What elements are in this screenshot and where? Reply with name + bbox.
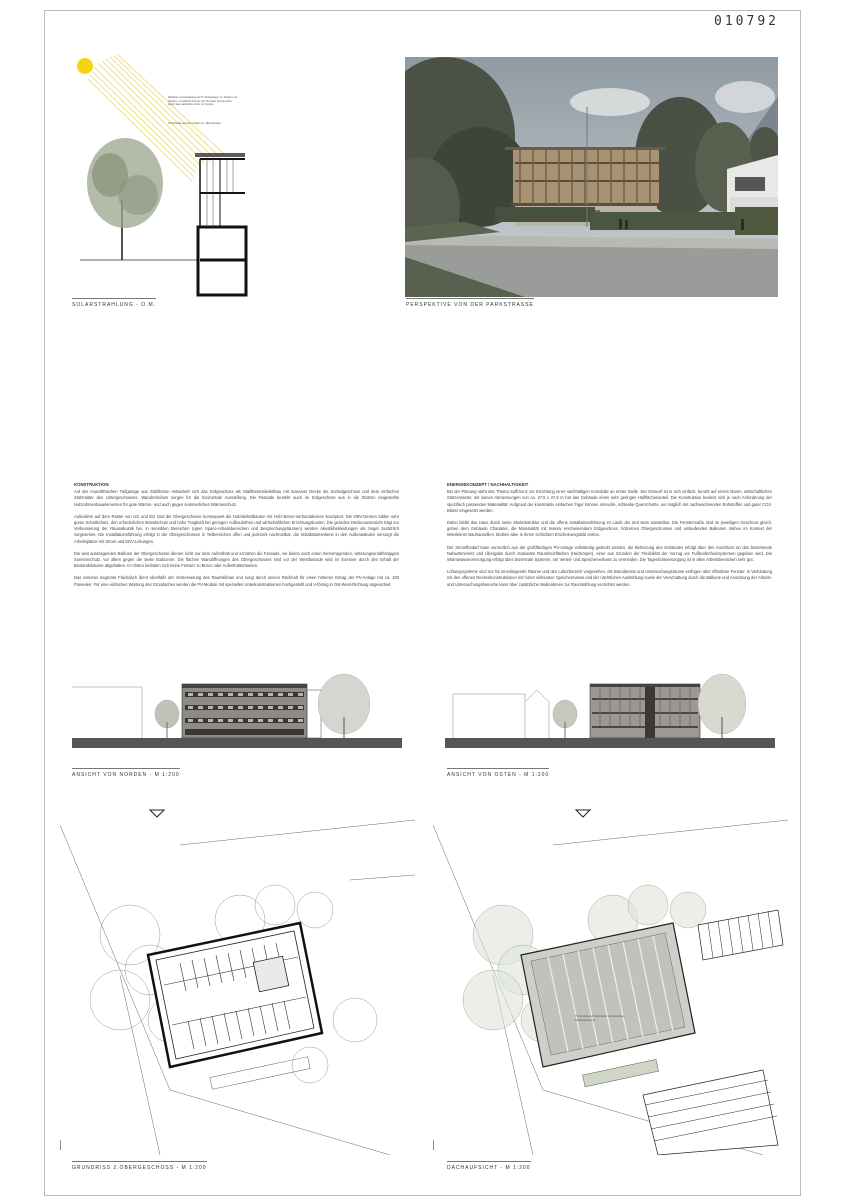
sheet-number: 010792	[714, 14, 779, 29]
north-elevation-drawing	[72, 672, 402, 750]
energie-paragraph: Bei der Planung steht das Thema Suffizienz zur Errichtung einer nachhaltigen Immobilie an erster Stelle. Der Entwurf ist in sich einfach, beruht auf einem klaren, wirtschaftlichen Stützenraster, mit seinen Abmessungen von ca. 27,5 x 27,9 m hat das Gebäude einen sehr geringen Hüllflächenanteil. Die Konstruktion bedient sich je nach Anforderung der spezifisch passenden Materialität. Aufgrund der konstruktiv einfachen Figur können sinnvolle, schlanke Querschnitte, wo möglich mit nachwachsenden Rohstoffen und guter CO2-Bilanz eingesetzt werden.	[447, 489, 772, 513]
perspective-image	[405, 57, 778, 297]
solar-note-2: PV-Module auf dem Dach ca. 180 Paneele	[168, 121, 221, 125]
floor-plan-caption: GRUNDRISS 2.OBERGESCHOSS - M 1:200	[72, 1165, 207, 1171]
konstruktion-paragraph: Das extensiv begrünte Flachdach dient ebenfalls der Verbesserung des Raumklimas und sorgt durch seinen Rückhalt für einen höheren Ertrag der PV-Anlage mit ca. 180 Paneelen. Für eine einfachen Wartung des Gründaches werden die PV-Module mit speziellen Unterkonstruktionen hochgestellt und V-förmig in Ost-West-Richtung angeordnet.	[74, 575, 399, 587]
konstruktion-text	[74, 482, 399, 594]
energie-paragraph: Dabei bleibt das Haus durch seine Skelettstruktur und die offene Installationsführung im Laufe der Zeit stets wandelbar. Die Fenstermaße sind im jeweiligen Geschoss gleich, geben dem Gebäude Charakter, die Materialität mit massiv erscheinendem Erdgeschoss, hölzernen Obergeschossen und umlaufenden Balkonen stehen im Kontext der Wiesleitner Bauhausvillen, bleiben aber in ihrem schlichten Erscheinungsbild zeitlos.	[447, 520, 772, 538]
perspective-caption: PERSPEKTIVE VON DER PARKSTRASSE	[406, 302, 534, 308]
solar-note-1: Effektive Verschattung durch Tiefgaragen im Süden und Westen, zusätzlich Schutz der Nordost Hochpunkte durch das natürliche Grün im Norden	[168, 95, 238, 107]
energie-heading: ENERGIEKONZEPT / NACHHALTIGKEIT	[447, 482, 529, 487]
roof-plan-caption: DACHAUFSICHT - M 1:200	[447, 1165, 531, 1171]
energie-paragraph: Lüftungssysteme sind nur für innenliegende Räume und den Laborbereich vorgesehen, die Bürodienste und Untersuchungsräume verfügen über öffenbare Fenster. In Verbindung mit den offenen Deckenkonstruktionen mit hoher wirksamer Speichermasse und der nächtlichen Auskühlung sowie der Verschattung durch die Balkone und Anordnung der Arbeits- und Untersuchungsbereiche kann über zusätzliche Maßnahmen zur Raumkühlung verzichtet werden.	[447, 569, 772, 587]
konstruktion-paragraph: Außerdem auf dem Raster von UG und EG sind die Obergeschosse konsequent als Holzskelettbauten mit Holz-Beton-Verbunddecken konzipiert. Die HBV-Decken bilden sehr guten Schallschutz, den erforderlichen Brandschutz und hohe Tragkraft bei geringen Aufbauhöhen und wirtschaftlichen Errichtungskosten. Die gelochte Deckenuntersicht trägt zur Verbesserung der Raumakustik bei, in sensiblen Bereichen (open Space-Arbeitsbereichen und Besprechungsräumen) werden Akustikbekleidungen als Segel zusätzlich vorgesehen. Die Installationsführung erfolgt in der Obergeschossen in Teilbereichen offen und jederzeit nachrüstbar, die Installationsebene in den Außenwänden versorgt die Arbeitsplätze mit Strom und EDV-Leitungen.	[74, 513, 399, 544]
solar-caption: SOLARSTRAHLUNG - O.M.	[72, 302, 157, 308]
energie-paragraph: Der Stromfbedarf kann vermutlich aus der großflächigen PV-Anlage vollständig gedeckt werden, die Beheizung des Gebäudes erfolgt über den Anschluss an das bestehende Nahwärmenetz und Übergabe durch stationäre Raumheizflächen (Heizkörper), einer aus Gründen der Flexibilität der Vorzug vor Fußbodenheizsystemen gegeben wird. Die Warmwasserversorgung erfolgt über dezentrale Systeme, um Verteil- und Speicherverluste zu vermeiden. Die Tageslichtversorgung ist in allen Arbeitsbereichen sehr gut.	[447, 544, 772, 563]
konstruktion-paragraph: Auf der monolithischen Tiefgarage aus Stahlbeton entwickelt sich das Erdgeschoss als Stahlbetonskelettbau mit massiver Decke als Sockelgeschoss und dem einfachen Stützraster des Untergeschosses. Wandscheiben sorgen für die horizontale Aussteifung. Die Fassade besteht auch im Erdgeschoss aus in die Stützen eingestellte Holzrahmenbauelementen für gute Wärme- und auch gegen sommerlichen Wärmeschutz.	[74, 489, 399, 507]
konstruktion-paragraph: Die weit auskragenden Balkone der Obergeschosse dienen nicht nur dem Aufenthalt und schützen die Fassade, sie bieten auch einen hervorragenden, witterungsunabhängigen Sonnenschutz, vor allem gegen die steile Südsonne. Die flachen Wandöffnungen des Obergeschosses sind vor der Westfassade wird im Sommer durch den Erhalt der Bestandsbäume abgehalten. Im Osten befinden sich keine Fenster zu Büros oder Aufenthaltsräumen.	[74, 550, 399, 569]
floor-plan-drawing	[60, 805, 415, 1155]
roof-plan-drawing	[433, 805, 788, 1155]
roof-note: PV-Module auf Flachdach mit extensiver Dachbegrünung	[575, 1014, 626, 1022]
konstruktion-heading: KONSTRUKTION	[74, 482, 109, 487]
north-elevation-caption: ANSICHT VON NORDEN - M 1:200	[72, 772, 180, 778]
energie-text	[447, 482, 772, 594]
solar-diagram	[70, 55, 250, 300]
east-elevation-drawing	[445, 672, 775, 750]
east-elevation-caption: ANSICHT VON OSTEN - M 1:200	[447, 772, 550, 778]
